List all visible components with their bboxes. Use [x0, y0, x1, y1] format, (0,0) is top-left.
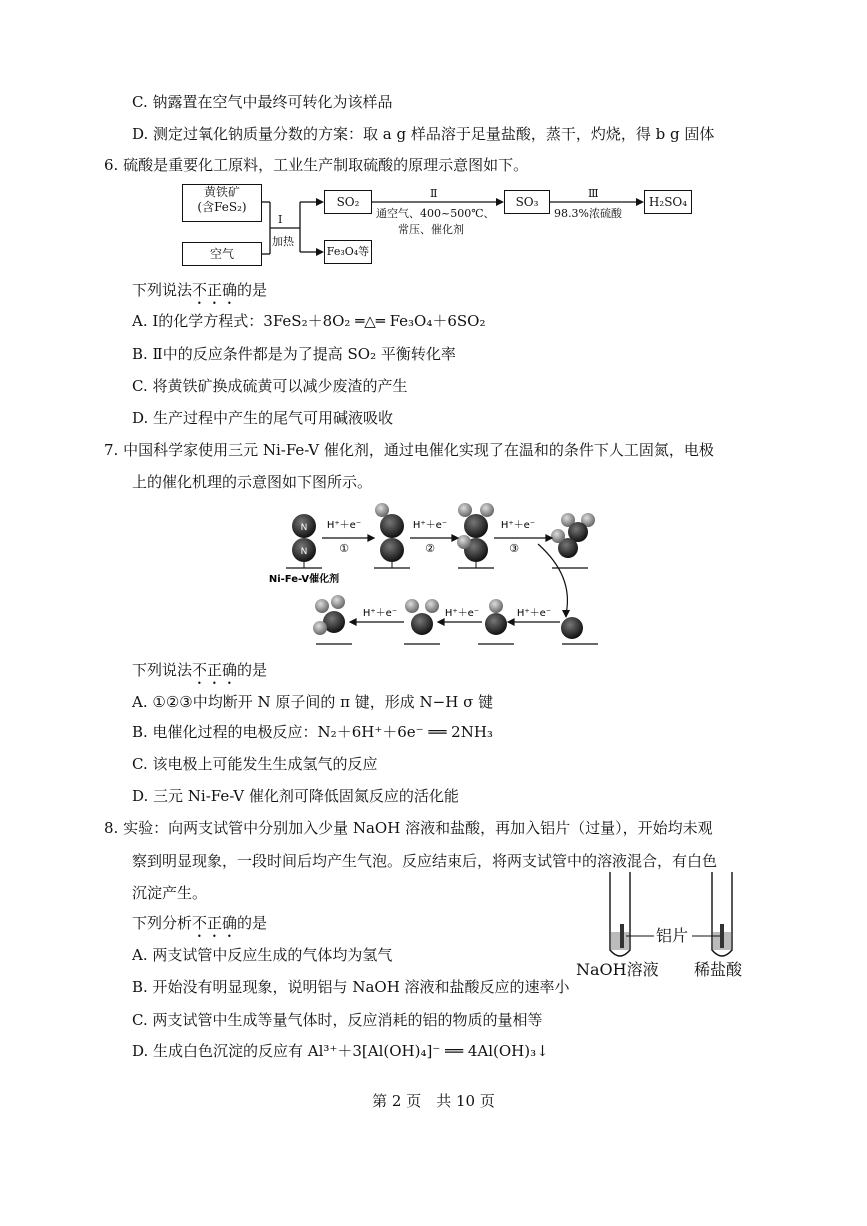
q6-stem: 6. 硫酸是重要化工原料，工业生产制取硫酸的原理示意图如下。: [104, 156, 529, 174]
q6-prompt-emphasis: 不正确: [192, 281, 238, 299]
tube-naoh-label: NaOH溶液: [576, 960, 659, 979]
q7-mechanism-svg: [262, 496, 622, 656]
step3-label: Ⅲ: [588, 187, 599, 200]
foil-label: 铝片: [656, 926, 689, 945]
q7-prompt: [132, 660, 267, 688]
intermediate-6: [485, 599, 507, 635]
step2-marker: ②: [425, 542, 435, 555]
q8-stem-line2: 察到明显现象，一段时间后均产生气泡。反应结束后，将两支试管中的溶液混合，有白色: [132, 852, 718, 870]
intermediate-1: [292, 514, 316, 568]
reagent-label-2: H⁺＋e⁻: [412, 520, 448, 531]
step2-condition-a: 通空气、400~500℃、: [376, 207, 495, 220]
q8-prompt: [132, 913, 267, 941]
q6-flow-diagram: [180, 184, 700, 270]
reagent-label-1: H⁺＋e⁻: [326, 520, 362, 531]
so3-box: SO₃: [504, 190, 550, 214]
q6-prompt-pre: 下列说法: [132, 281, 193, 299]
pyrite-label: 黄铁矿: [203, 185, 240, 199]
catalyst-label: Ni-Fe-V催化剂: [268, 574, 340, 585]
q8-stem-line1: 8. 实验：向两支试管中分别加入少量 NaOH 溶液和盐酸，再加入铝片（过量），开始均未观: [104, 819, 713, 837]
pyrite-box: [182, 184, 262, 222]
q7-option-d: D. 三元 Ni-Fe-V 催化剂可降低固氮反应的活化能: [132, 787, 459, 805]
reagent-label-6: H⁺＋e⁻: [362, 608, 398, 619]
heat-label: 加热: [272, 235, 294, 248]
q6-prompt-post: 的是: [237, 281, 268, 299]
step1-marker: ①: [339, 542, 349, 555]
q8-test-tube-diagram: [574, 870, 774, 980]
q7-option-b: B. 电催化过程的电极反应：N₂＋6H⁺＋6e⁻ ══ 2NH₃: [132, 723, 493, 741]
q6-prompt: [132, 280, 267, 308]
intermediate-3: [457, 503, 494, 568]
q7-mechanism-diagram: [262, 496, 622, 656]
intermediate-7: [405, 599, 439, 635]
q6-option-c: C. 将黄铁矿换成硫黄可以减少废渣的产生: [132, 377, 408, 395]
air-box: 空气: [182, 242, 262, 266]
q5-option-c: C. 钠露置在空气中最终可转化为该样品: [132, 93, 393, 111]
q8-prompt-emphasis: 不正确: [192, 914, 238, 932]
q8-option-a: A. 两支试管中反应生成的气体均为氢气: [132, 946, 393, 964]
ammonia-product: [313, 595, 345, 635]
tube-hcl-label: 稀盐酸: [694, 960, 743, 979]
q7-prompt-pre: 下列说法: [132, 661, 193, 679]
q6-option-b: B. Ⅱ中的反应条件都是为了提高 SO₂ 平衡转化率: [132, 345, 456, 363]
reagent-label-3: H⁺＋e⁻: [500, 520, 536, 531]
q5-option-d: D. 测定过氧化钠质量分数的方案：取 a g 样品溶于足量盐酸，蒸干，灼烧，得 b g 固体: [132, 125, 715, 143]
page-footer: 第 2 页 共 10 页: [372, 1092, 495, 1110]
h2so4-box: H₂SO₄: [644, 190, 692, 214]
svg-text:N: N: [300, 523, 308, 533]
row2-arrows: [350, 619, 560, 625]
q7-stem-line1: 7. 中国科学家使用三元 Ni-Fe-V 催化剂，通过电催化实现了在温和的条件下人工固氮，电极: [104, 441, 714, 459]
q7-option-a: A. ①②③中均断开 N 原子间的 π 键，形成 N−H σ 键: [132, 693, 494, 711]
q6-option-a: A. Ⅰ的化学方程式：3FeS₂＋8O₂ ═△═ Fe₃O₄＋6SO₂: [132, 312, 486, 330]
svg-text:N: N: [300, 547, 308, 557]
reagent-label-5: H⁺＋e⁻: [444, 608, 480, 619]
q8-prompt-post: 的是: [237, 914, 268, 932]
q7-option-c: C. 该电极上可能发生生成氢气的反应: [132, 755, 378, 773]
q7-prompt-emphasis: 不正确: [192, 661, 238, 679]
intermediate-5: [561, 617, 583, 639]
q8-option-b: B. 开始没有明显现象，说明铝与 NaOH 溶液和盐酸反应的速率小: [132, 978, 570, 996]
al-foil-2: [720, 924, 724, 948]
so2-box: SO₂: [324, 190, 372, 214]
q7-prompt-post: 的是: [237, 661, 268, 679]
step3-marker: ③: [509, 542, 519, 555]
row1-arrows: [322, 535, 552, 541]
q8-option-d: D. 生成白色沉淀的反应有 Al³⁺＋3[Al(OH)₄]⁻ ══ 4Al(OH)₃↓: [132, 1042, 549, 1060]
al-foil-1: [620, 924, 624, 948]
reagent-label-4: H⁺＋e⁻: [516, 608, 552, 619]
pyrite-sub-label: (含FeS₂): [197, 200, 247, 214]
q8-prompt-pre: 下列分析: [132, 914, 193, 932]
step3-condition: 98.3%浓硫酸: [554, 207, 622, 220]
intermediate-2: [375, 503, 404, 568]
intermediate-4: [551, 513, 595, 558]
q7-stem-line2: 上的催化机理的示意图如下图所示。: [132, 473, 373, 491]
fe3o4-box: Fe₃O₄等: [324, 240, 372, 264]
step2-label: Ⅱ: [430, 187, 438, 200]
step2-condition-b: 常压、催化剂: [398, 223, 464, 236]
q6-option-d: D. 生产过程中产生的尾气可用碱液吸收: [132, 409, 394, 427]
q8-option-c: C. 两支试管中生成等量气体时，反应消耗的铝的物质的量相等: [132, 1011, 543, 1029]
q8-stem-line3: 沉淀产生。: [132, 884, 208, 902]
step1-label: Ⅰ: [278, 213, 283, 226]
